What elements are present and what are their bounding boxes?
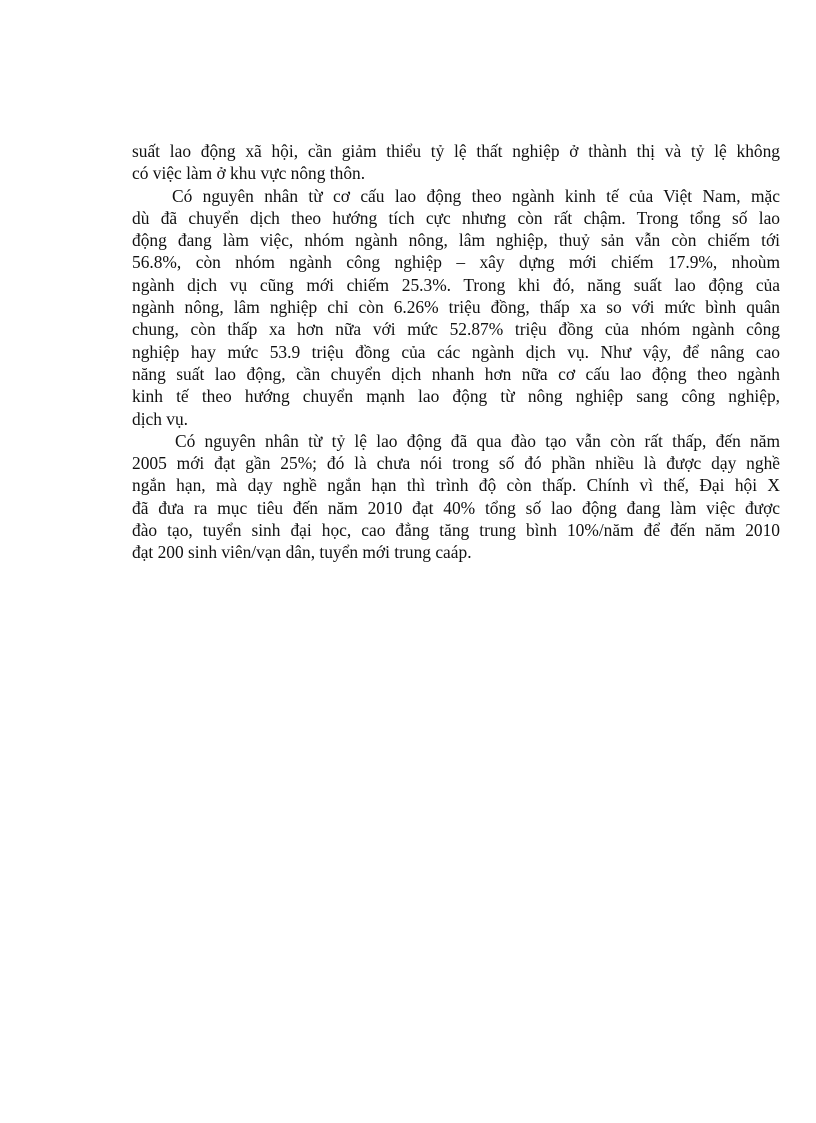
text-line: ngành nông, lâm nghiệp chỉ còn 6.26% triệu đồng, thấp xa so với mức bình quân [132,297,780,318]
text-line: Có nguyên nhân từ cơ cấu lao động theo ngành kinh tế của Việt Nam, mặc [172,185,780,206]
text-line: đạt 200 sinh viên/vạn dân, tuyển mới trung caáp. [132,542,472,563]
text-line: nghiệp hay mức 53.9 triệu đồng của các ngành dịch vụ. Như vậy, để nâng cao [132,341,780,362]
text-line: dịch vụ. [132,408,189,429]
text-line: năng suất lao động, cần chuyển dịch nhanh hơn nữa cơ cấu lao động theo ngành [132,363,780,384]
paragraph-labor-structure [132,185,780,430]
text-line: ngắn hạn, mà dạy nghề ngắn hạn thì trình độ còn thấp. Chính vì thế, Đại hội X [132,475,780,496]
text-line: đào tạo, tuyển sinh đại học, cao đẳng tăng trung bình 10%/năm để đến năm 2010 [132,520,780,541]
paragraph-continuation [132,140,780,185]
text-line: 2005 mới đạt gần 25%; đó là chưa nói trong số đó phần nhiều là được dạy nghề [132,453,780,474]
text-line: Có nguyên nhân từ tỷ lệ lao động đã qua đào tạo vẫn còn rất thấp, đến năm [175,430,780,451]
text-line: kinh tế theo hướng chuyển mạnh lao động từ nông nghiệp sang công nghiệp, [132,386,780,407]
body-text [132,140,780,564]
paragraph-training-rate [132,430,780,564]
text-line: suất lao động xã hội, cần giảm thiểu tỷ lệ thất nghiệp ở thành thị và tỷ lệ không [132,141,780,161]
text-line: động đang làm việc, nhóm ngành nông, lâm nghiệp, thuỷ sản vẫn còn chiếm tới [132,230,780,251]
text-line: đã đưa ra mục tiêu đến năm 2010 đạt 40% tổng số lao động đang làm việc được [132,497,780,518]
text-line: dù đã chuyển dịch theo hướng tích cực nhưng còn rất chậm. Trong tổng số lao [132,207,780,228]
text-line: chung, còn thấp xa hơn nữa với mức 52.87% triệu đồng của nhóm ngành công [132,319,780,340]
text-line: 56.8%, còn nhóm ngành công nghiệp – xây dựng mới chiếm 17.9%, nhoùm [132,252,780,273]
text-line: ngành dịch vụ cũng mới chiếm 25.3%. Trong khi đó, năng suất lao động của [132,274,780,295]
text-line: có việc làm ở khu vực nông thôn. [132,163,366,184]
